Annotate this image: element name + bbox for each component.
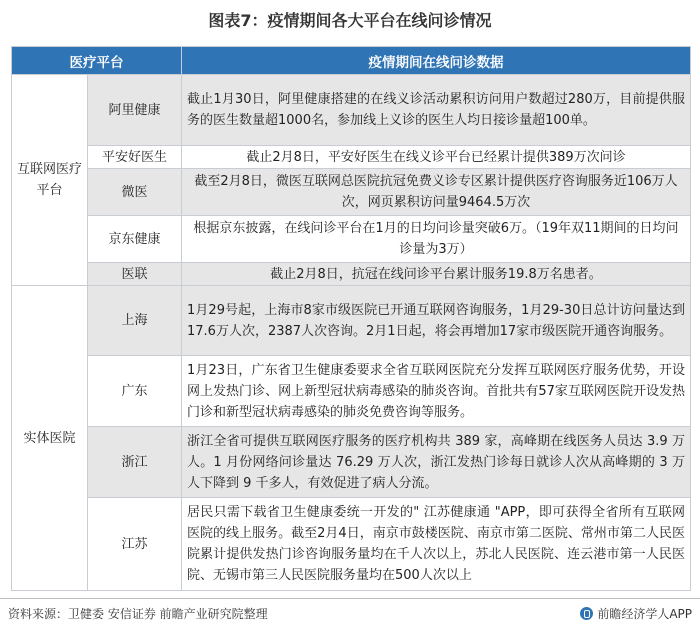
data-cell: 1月29号起，上海市8家市级医院已开通互联网咨询服务，1月29-30日总计访问量达到17.6万人次，2387人次咨询。2月1日起，将会再增加17家市级医院开通咨询服务。 bbox=[182, 286, 691, 356]
table-row bbox=[12, 75, 691, 146]
group-physical: 实体医院 bbox=[12, 286, 88, 591]
platform-cell: 京东健康 bbox=[88, 216, 182, 263]
platform-cell: 平安好医生 bbox=[88, 146, 182, 169]
data-cell: 根据京东披露，在线问诊平台在1月的日均问诊量突破6万。（19年双11期间的日均问诊量为3万） bbox=[182, 216, 691, 263]
brand-label: 前瞻经济学人APP bbox=[597, 607, 692, 621]
header-data: 疫情期间在线问诊数据 bbox=[182, 47, 691, 75]
table-row bbox=[12, 216, 691, 263]
table-row bbox=[12, 356, 691, 427]
data-cell: 截止1月30日，阿里健康搭建的在线义诊活动累积访问用户数超过280万，目前提供服务的医生数量超1000名，参加线上义诊的医生人均日接诊量超100单。 bbox=[182, 75, 691, 146]
brand bbox=[580, 605, 692, 622]
table-row bbox=[12, 169, 691, 216]
table-row bbox=[12, 146, 691, 169]
data-cell: 1月23日，广东省卫生健康委要求全省互联网医院充分发挥互联网医疗服务优势，开设网上发热门诊、网上新型冠状病毒感染的肺炎咨询。首批共有57家互联网医院开设发热门诊和新型冠状病毒感染的肺炎免费咨询等服务。 bbox=[182, 356, 691, 427]
platform-cell: 浙江 bbox=[88, 427, 182, 498]
table-row bbox=[12, 427, 691, 498]
platform-cell: 广东 bbox=[88, 356, 182, 427]
data-cell: 浙江全省可提供互联网医疗服务的医疗机构共 389 家，高峰期在线医务人员达 3.9 万人。1 月份网络问诊量达 76.29 万人次，浙江发热门诊每日就诊人次从高峰期的 3 万人下降到 9 千多人，有效促进了病人分流。 bbox=[182, 427, 691, 498]
table-row bbox=[12, 263, 691, 286]
table-row bbox=[12, 498, 691, 591]
data-cell: 截止2月8日，平安好医生在线义诊平台已经累计提供389万次问诊 bbox=[182, 146, 691, 169]
data-cell: 截止2月8日，抗冠在线问诊平台累计服务19.8万名患者。 bbox=[182, 263, 691, 286]
group-internet: 互联网医疗平台 bbox=[12, 75, 88, 286]
platform-cell: 阿里健康 bbox=[88, 75, 182, 146]
source-note: 资料来源：卫健委 安信证券 前瞻产业研究院整理 bbox=[8, 607, 268, 621]
footer bbox=[0, 598, 700, 629]
page-title: 图表7：疫情期间各大平台在线问诊情况 bbox=[208, 11, 492, 30]
brand-logo-icon bbox=[580, 607, 593, 620]
data-table bbox=[11, 46, 691, 591]
platform-cell: 上海 bbox=[88, 286, 182, 356]
header-platform: 医疗平台 bbox=[12, 47, 182, 75]
platform-cell: 微医 bbox=[88, 169, 182, 216]
table-row bbox=[12, 286, 691, 356]
platform-cell: 江苏 bbox=[88, 498, 182, 591]
data-cell: 截至2月8日，微医互联网总医院抗冠免费义诊专区累计提供医疗咨询服务近106万人次，网页累积访问量9464.5万次 bbox=[182, 169, 691, 216]
platform-cell: 医联 bbox=[88, 263, 182, 286]
table-header-row bbox=[12, 47, 691, 75]
data-cell: 居民只需下载省卫生健康委统一开发的" 江苏健康通 "APP，即可获得全省所有互联网医院的线上服务。截至2月4日，南京市鼓楼医院、南京市第二医院、常州市第二人民医院累计提供发热门诊咨询服务量均在千人次以上，苏北人民医院、连云港市第一人民医院、无锡市第三人民医院服务量均在500人次以上 bbox=[182, 498, 691, 591]
